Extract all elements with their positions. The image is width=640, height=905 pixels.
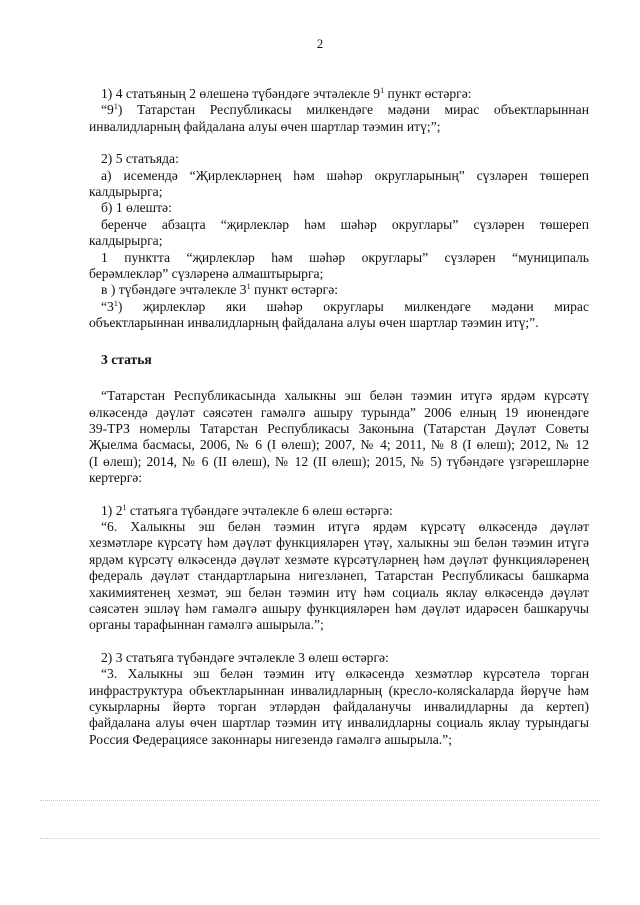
article-3-item-1-line7: органы тарафыннан гамәлгә ашырыла.”; xyxy=(89,617,324,633)
article-3-item-1-intro: 1) $2^1$ статьяга түбәндәге эчтәлекле 6 өлеш өстәргә: xyxy=(101,502,393,518)
scan-dotted-line xyxy=(40,838,600,841)
item-2v-quote-line1: “$3^1$) җирлекләр яки шәһәр округлары милкендәге мәдәни мирас xyxy=(101,298,589,314)
item-2a-line1: а) исемендә “Җирлекләрнең һәм шәһәр округларының” сүзләрен төшереп xyxy=(101,167,589,183)
item-2b-line1: беренче абзацта “җирлекләр һәм шәһәр округлары” сүзләрен төшереп xyxy=(101,216,589,232)
article-3-item-2-line1: “3. Халыкны эш белән тәэмин итү өлкәсендә хезмәтләр күрсәтелә торган xyxy=(101,666,589,682)
article-3-item-1-line3: ярдәм күрсәтү өлкәсендә дәүләт хезмәте күрсәтүләрнең һәм дәүләт функцияләренең xyxy=(89,551,589,567)
article-3-item-1-line1: “6. Халыкны эш белән тәэмин итүгә ярдәм күрсәтү өлкәсендә дәүләт xyxy=(101,518,589,534)
item-2b-intro: б) 1 өлештә: xyxy=(101,200,172,216)
document-body xyxy=(89,86,589,748)
article-3-item-1-line5: хакимиятенең хезмәт, эш белән тәэмин итү һәм социаль яклау өлкәсендә дәүләт xyxy=(89,584,589,600)
article-3-item-2-line4: файдалана алуы өчен шартлар тәэмин итү инвалидларны социаль яклау турындагы xyxy=(89,715,589,731)
article-3-item-2-intro: 2) 3 статьяга түбәндәге эчтәлекле 3 өлеш өстәргә: xyxy=(101,649,389,665)
article-3-item-2-line3: сукырларны йөртә торган этләрдән файдаланучы инвалидларны да кертеп) xyxy=(89,699,589,714)
scan-dotted-line xyxy=(40,800,600,803)
article-3-para-line2: өлкәсендә дәүләт сәясәтен гамәлгә ашыру турында” 2006 елның 19 июнендәге xyxy=(89,404,589,420)
article-3-item-1-line4: федераль дәүләт стандартларына нигезләнеп, Татарстан Республикасы башкарма xyxy=(89,568,589,584)
article-3-item-1-line6: сәясәтен эшләү һәм гамәлгә ашыру функцияләрен һәм дәүләт идарәсен башкаручы xyxy=(89,600,589,616)
item-2c-line2: берәмлекләр” сүзләренә алмаштырырга; xyxy=(89,266,324,282)
item-2a-line2: калдырырга; xyxy=(89,184,163,200)
page-number: 2 xyxy=(316,36,324,51)
article-3-item-2-line5: Россия Федерациясе законнары нигезендә гамәлгә ашырыла.”; xyxy=(89,731,452,747)
article-3-para-line5: (I өлеш); 2014, № 6 (II өлеш), № 12 (II өлеш); 2015, № 5) түбәндәге үзгәрешләрне xyxy=(89,453,589,469)
article-3-para-line6: кертергә: xyxy=(89,470,143,486)
item-1-quote-line2: инвалидларның файдалана алуы өчен шартлар тәэмин итү;”; xyxy=(89,118,441,134)
item-2c-line1: 1 пунктта “җирлекләр һәм шәһәр округлары” сүзләрен “муниципаль xyxy=(101,249,589,265)
item-2b-line2: калдырырга; xyxy=(89,233,163,249)
item-2v-intro: в ) түбәндәге эчтәлекле $3^1$ пункт өстәргә: xyxy=(101,282,339,298)
article-3-para-line3: 39-ТРЗ номерлы Татарстан Республикасы Законына (Татарстан Дәүләт Советы xyxy=(89,420,589,436)
article-3-heading: 3 статья xyxy=(101,351,152,367)
item-2-intro: 2) 5 статьяда: xyxy=(101,151,179,167)
article-3-item-2-line2: инфраструктура объектларыннан инвалидларның (кресло-колясkaларда йөрүче һәм xyxy=(89,682,589,698)
item-2v-quote-line2: объектларыннан инвалидларның файдалана алуы өчен шартлар тәэмин итү;”. xyxy=(89,315,539,331)
article-3-item-1-line2: хезмәтләре күрсәтү һәм дәүләт функцияләрен үтәү, халыкны эш белән тәэмин итүгә xyxy=(89,535,589,551)
article-3-para-line1: “Татарстан Республикасында халыкны эш белән тәэмин итүгә ярдәм күрсәтү xyxy=(101,388,589,404)
item-1-quote-line1: “$9^1$) Татарстан Республикасы милкендәге мәдәни мирас объектларыннан xyxy=(101,102,589,118)
article-3-para-line4: Җыелма басмасы, 2006, № 6 (I өлеш); 2007, № 4; 2011, № 8 (I өлеш); 2012, № 12 xyxy=(89,437,589,453)
item-1-intro: 1) 4 статьяның 2 өлешенә түбәндәге эчтәлекле $9^1$ пункт өстәргә: xyxy=(101,86,472,101)
